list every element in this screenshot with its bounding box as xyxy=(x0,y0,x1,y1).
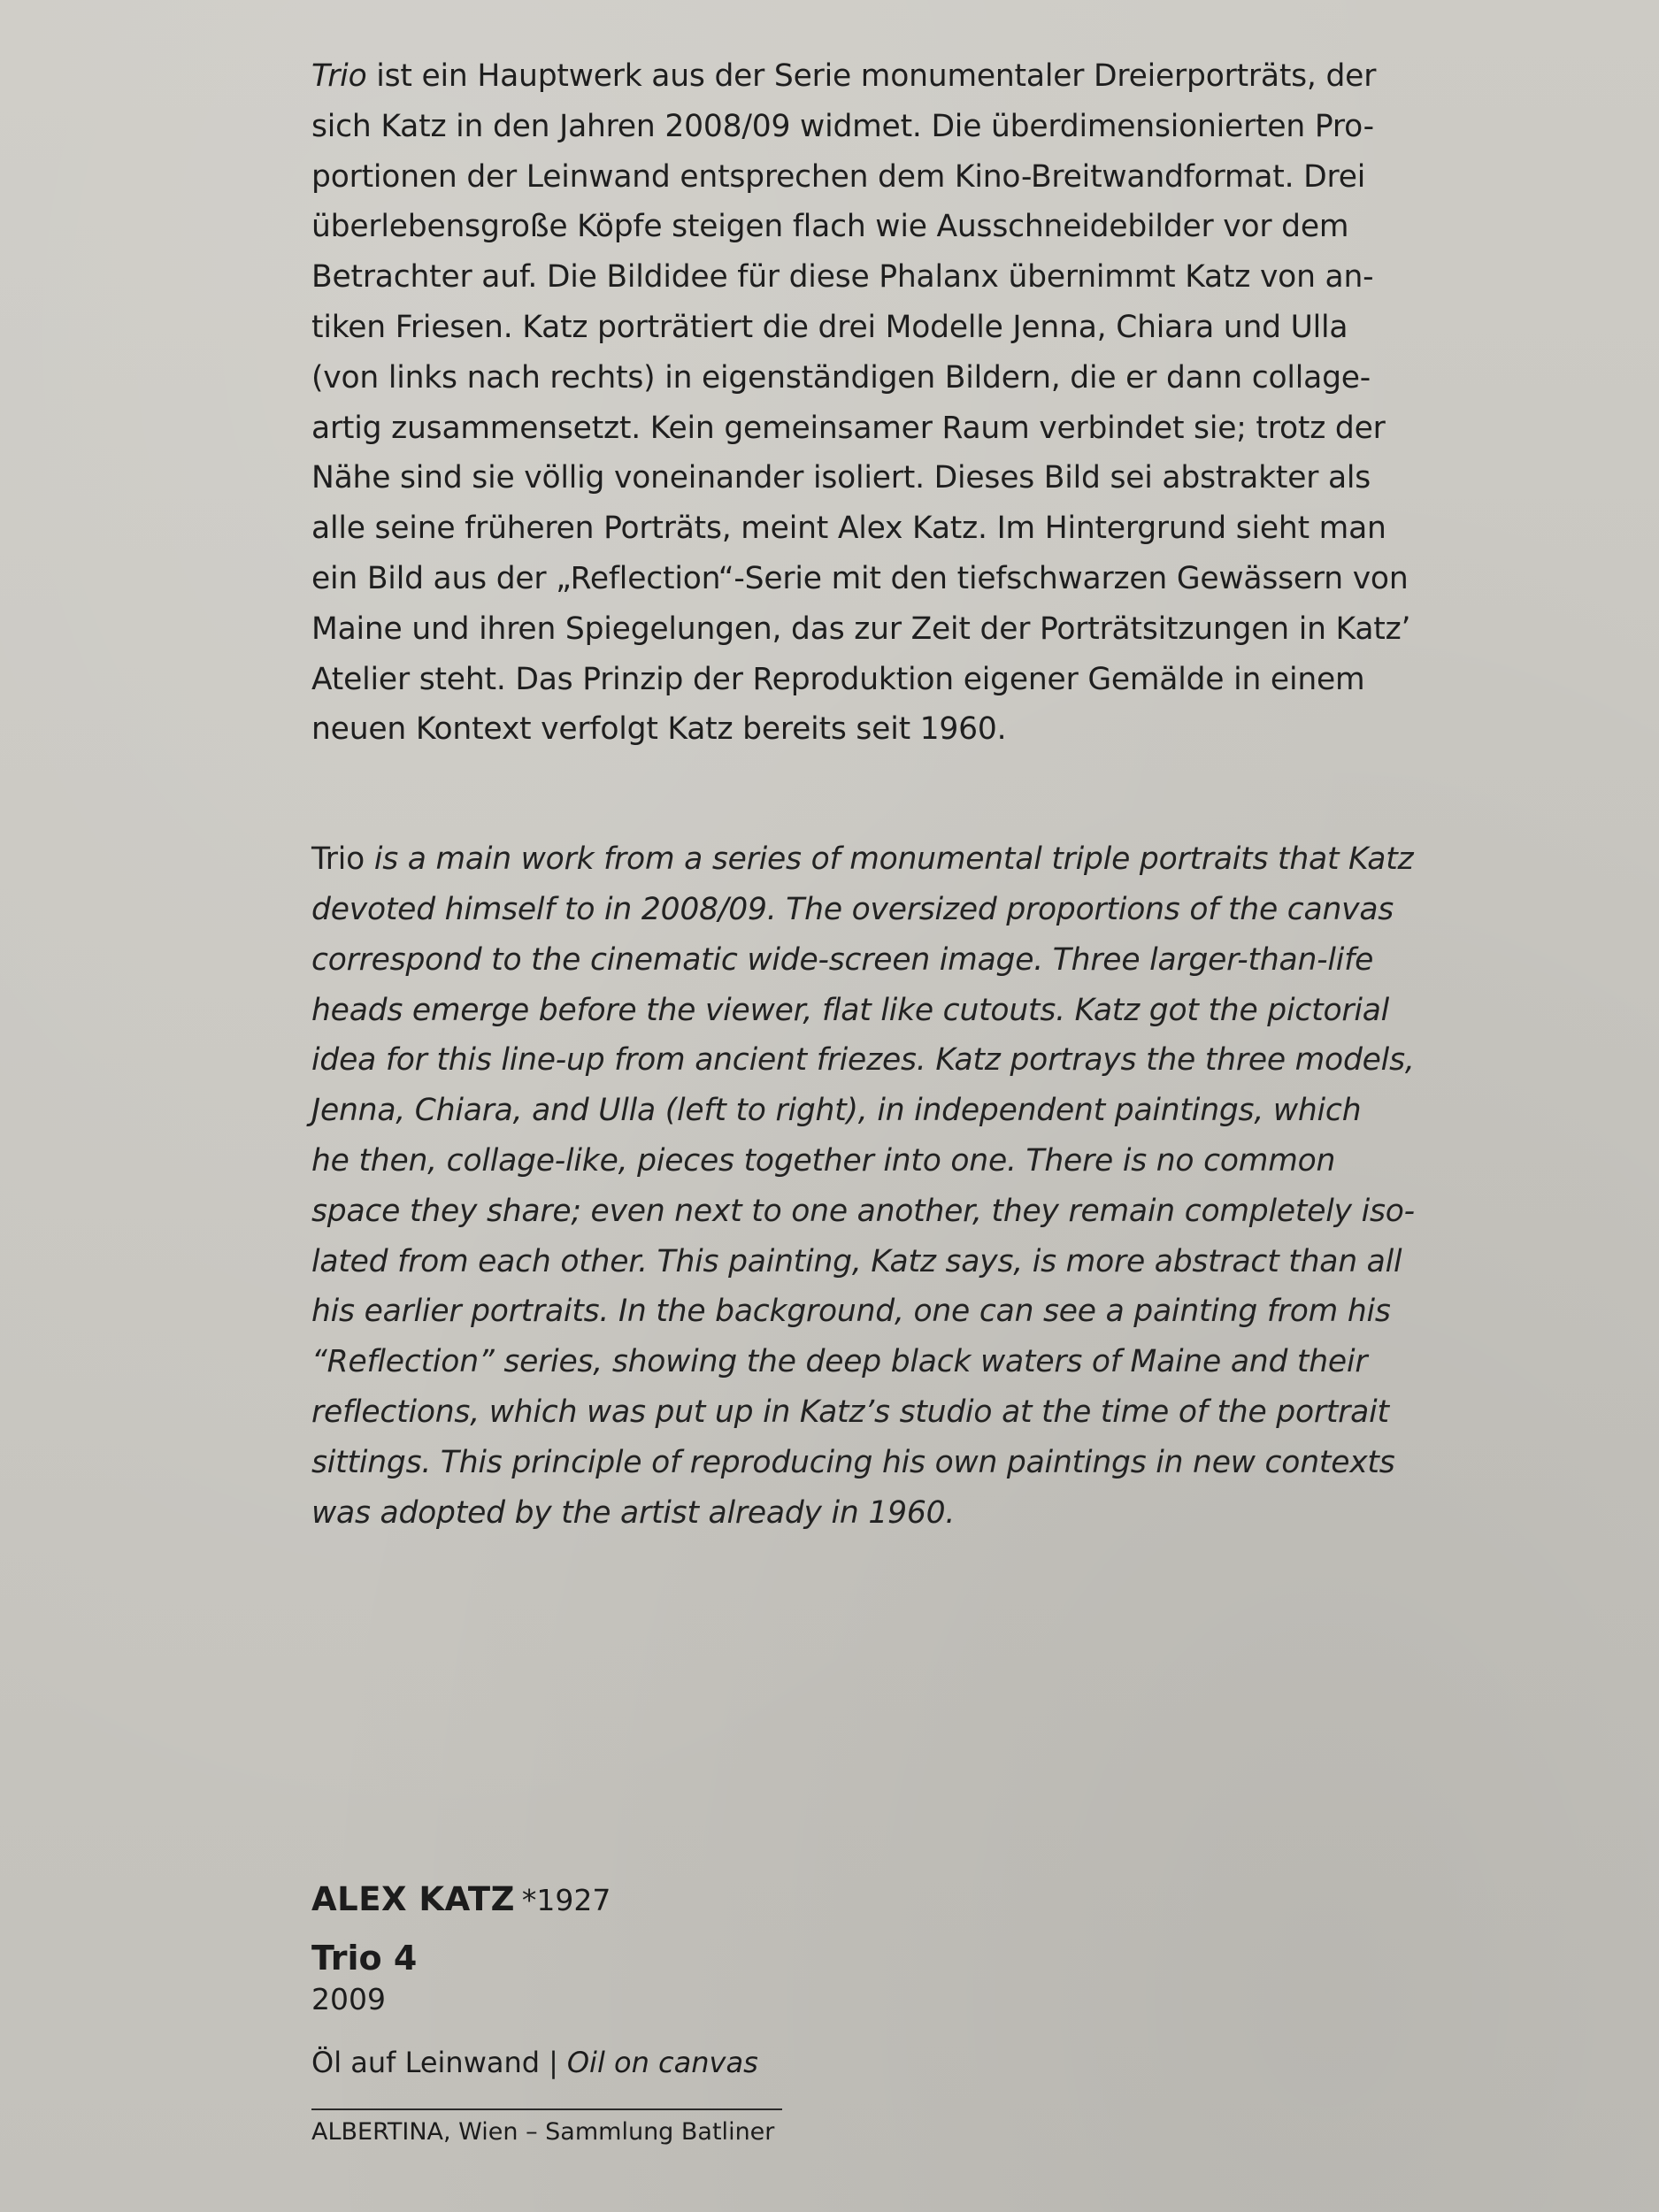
divider-rule xyxy=(311,2108,782,2110)
artist-birth-year: *1927 xyxy=(521,1883,611,1917)
german-text-line: Atelier steht. Das Prinzip der Reproduktion eigener Gemälde in einem xyxy=(311,661,1365,697)
medium-english: Oil on canvas xyxy=(566,2046,758,2079)
english-text-line: Jenna, Chiara, and Ulla (left to right), in independent paintings, which xyxy=(311,1093,1362,1129)
german-text-line: sich Katz in den Jahren 2008/09 widmet. Die überdimensionierten Pro- xyxy=(311,108,1374,144)
german-text-line: artig zusammensetzt. Kein gemeinsamer Raum verbindet sie; trotz der xyxy=(311,410,1386,446)
german-text-paragraph xyxy=(311,51,1411,755)
english-text-line: “Reflection” series, showing the deep black waters of Maine and their xyxy=(311,1344,1368,1380)
german-text-line: alle seine früheren Porträts, meint Alex Katz. Im Hintergrund sieht man xyxy=(311,511,1386,547)
german-text-line: (von links nach rechts) in eigenständigen Bildern, die er dann collage- xyxy=(311,359,1371,396)
german-text-line: Betrachter auf. Die Bildidee für diese Phalanx übernimmt Katz von an- xyxy=(311,259,1374,296)
english-text-line: lated from each other. This painting, Katz says, is more abstract than all xyxy=(311,1243,1402,1279)
english-first-line-rest: is a main work from a series of monumental triple portraits that Katz xyxy=(365,841,1414,878)
english-text-line: idea for this line-up from ancient friezes. Katz portrays the three models, xyxy=(311,1042,1415,1079)
medium-separator: | xyxy=(549,2046,558,2079)
german-text-line: überlebensgroße Köpfe steigen flach wie Ausschneidebilder vor dem xyxy=(311,209,1349,245)
german-text-line: portionen der Leinwand entsprechen dem Kino-Breitwandformat. Drei xyxy=(311,158,1366,195)
english-text-line: he then, collage-like, pieces together into one. There is no common xyxy=(311,1142,1336,1179)
german-text-line: Nähe sind sie völlig voneinander isoliert. Dieses Bild sei abstrakter als xyxy=(311,460,1371,496)
english-text-line: devoted himself to in 2008/09. The oversized proportions of the canvas xyxy=(311,891,1394,927)
german-text-line: Maine und ihren Spiegelungen, das zur Zeit der Porträtsitzungen in Katz’ xyxy=(311,611,1411,647)
collection-credit: ALBERTINA, Wien – Sammlung Batliner xyxy=(311,2118,775,2146)
german-text-line: neuen Kontext verfolgt Katz bereits seit 1960. xyxy=(311,711,1007,748)
english-text-line: was adopted by the artist already in 1960. xyxy=(311,1494,956,1531)
german-title-word: Trio xyxy=(311,58,367,94)
german-text-line: tiken Friesen. Katz porträtiert die drei Modelle Jenna, Chiara und Ulla xyxy=(311,309,1348,345)
medium-german: Öl auf Leinwand xyxy=(311,2046,541,2079)
english-text-line: heads emerge before the viewer, flat like cutouts. Katz got the pictorial xyxy=(311,992,1390,1028)
english-text-line xyxy=(311,834,1414,885)
wall-label xyxy=(311,51,1415,1538)
english-text-line: reflections, which was put up in Katz’s studio at the time of the portrait xyxy=(311,1394,1389,1430)
english-text-paragraph xyxy=(311,834,1415,1538)
artwork-caption xyxy=(311,1878,1019,2149)
english-text-line: space they share; even next to one another, they remain completely iso- xyxy=(311,1193,1415,1229)
english-text-line: his earlier portraits. In the background, one can see a painting from his xyxy=(311,1294,1391,1330)
artwork-year: 2009 xyxy=(311,1982,386,2016)
english-text-line: correspond to the cinematic wide-screen image. Three larger-than-life xyxy=(311,941,1374,978)
english-title-word: Trio xyxy=(311,841,365,878)
artist-name: ALEX KATZ xyxy=(311,1880,515,1918)
artwork-title: Trio 4 xyxy=(311,1939,418,1978)
artist-line xyxy=(311,1878,1019,1923)
english-text-line: sittings. This principle of reproducing his own paintings in new contexts xyxy=(311,1444,1395,1480)
artwork-medium xyxy=(311,2043,1019,2082)
german-first-line-rest: ist ein Hauptwerk aus der Serie monumentaler Dreierporträts, der xyxy=(366,58,1377,94)
german-text-line xyxy=(311,51,1377,102)
german-text-line: ein Bild aus der „Reflection“-Serie mit den tiefschwarzen Gewässern von xyxy=(311,560,1409,596)
